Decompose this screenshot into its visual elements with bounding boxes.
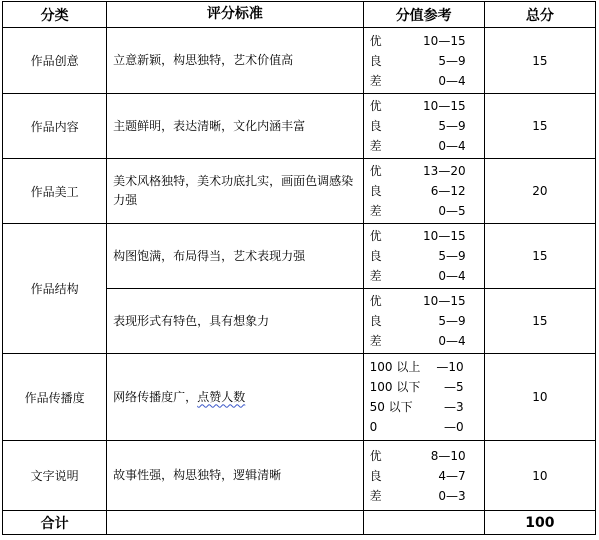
score-level: 良 [369,53,382,68]
total-cell: 10 [484,354,595,441]
score-range: 0—3 [438,488,466,503]
total-cell: 15 [484,224,595,289]
empty-cell [107,511,363,535]
score-range: —5 [443,380,464,394]
category-cell: 文字说明 [3,441,107,511]
category-cell: 作品结构 [3,224,107,354]
score-level: 优 [369,229,382,243]
score-level: 优 [369,164,382,178]
table-row [3,224,596,289]
score-range: 0—4 [438,269,466,283]
score-level: 差 [369,488,382,503]
criteria-cell: 故事性强，构思独特，逻辑清晰 [107,441,363,511]
table-row [3,441,596,511]
score-level: 优 [369,33,382,48]
criteria-cell: 主题鲜明，表达清晰，文化内涵丰富 [107,94,363,159]
table-row [3,354,596,441]
empty-cell [363,511,484,535]
score-level: 优 [369,448,382,463]
score-range: 10—15 [423,33,466,48]
score-range: 10—15 [423,294,466,308]
score-reference-cell [363,28,484,94]
header-category: 分类 [3,2,107,28]
score-level: 100 以上 [369,360,421,374]
score-reference-cell [363,224,484,289]
scoring-table [2,1,596,535]
table-row [3,94,596,159]
score-range: 8—10 [430,448,466,463]
category-cell: 作品内容 [3,94,107,159]
score-range: 0—4 [438,73,466,88]
score-level: 差 [369,334,382,348]
total-row [3,511,596,535]
criteria-cell: 立意新颖，构思独特，艺术价值高 [107,28,363,94]
total-cell: 15 [484,289,595,354]
score-reference-cell [363,159,484,224]
score-range: 5—9 [438,119,466,133]
score-level: 良 [369,468,382,483]
score-range: 13—20 [423,164,466,178]
score-level: 差 [369,269,382,283]
total-cell: 15 [484,94,595,159]
score-range: 0—5 [438,204,466,218]
score-range: —3 [443,400,464,414]
table-row [3,159,596,224]
score-range: 10—15 [423,229,466,243]
criteria-cell: 美术风格独特，美术功底扎实，画面色调感染力强 [107,159,363,224]
score-level: 50 以下 [369,400,413,414]
score-range: 10—15 [423,99,466,113]
category-cell: 作品美工 [3,159,107,224]
score-level: 良 [369,314,382,328]
score-range: 0—4 [438,139,466,153]
score-level: 优 [369,294,382,308]
score-range: 6—12 [430,184,466,198]
criteria-cell: 构图饱满，布局得当，艺术表现力强 [107,224,363,289]
score-reference-cell [363,289,484,354]
header-score-reference: 分值参考 [363,2,484,28]
grand-total: 100 [484,511,595,535]
criteria-cell [107,354,363,441]
category-cell: 作品传播度 [3,354,107,441]
header-total: 总分 [484,2,595,28]
score-level: 差 [369,204,382,218]
score-level: 优 [369,99,382,113]
score-range: 5—9 [438,53,466,68]
score-reference-cell [363,441,484,511]
score-level: 良 [369,119,382,133]
score-level: 良 [369,184,382,198]
score-level: 差 [369,73,382,88]
total-label: 合计 [3,511,107,535]
total-cell: 15 [484,28,595,94]
category-cell: 作品创意 [3,28,107,94]
spellcheck-underlined-text: 点赞人数 [197,389,246,404]
score-level: 差 [369,139,382,153]
header-criteria: 评分标准 [107,2,363,28]
score-reference-cell [363,354,484,441]
score-range: 5—9 [438,249,466,263]
score-range: 4—7 [438,468,466,483]
criteria-text: 网络传播度广， [113,389,198,404]
score-level: 0 [369,420,378,434]
score-range: —10 [436,360,464,374]
score-range: 0—4 [438,334,466,348]
header-row [3,2,596,28]
criteria-cell: 表现形式有特色，具有想象力 [107,289,363,354]
score-range: 5—9 [438,314,466,328]
score-range: —0 [443,420,464,434]
score-level: 100 以下 [369,380,421,394]
table-row [3,28,596,94]
score-reference-cell [363,94,484,159]
total-cell: 10 [484,441,595,511]
total-cell: 20 [484,159,595,224]
score-level: 良 [369,249,382,263]
